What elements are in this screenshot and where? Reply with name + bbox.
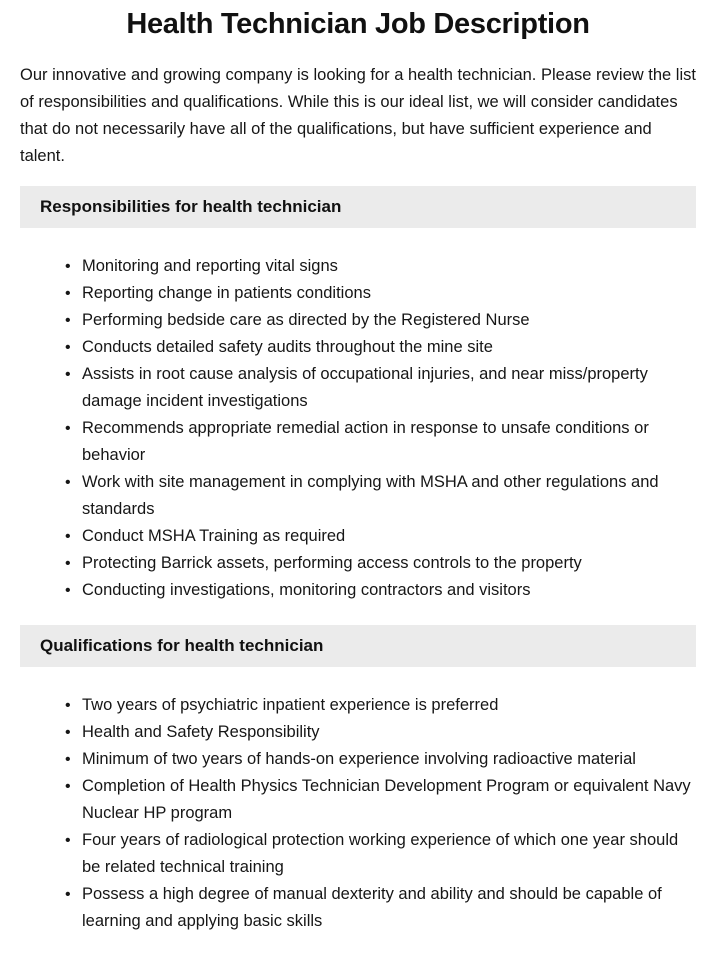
qualifications-list	[20, 692, 696, 935]
list-item: • Health and Safety Responsibility	[82, 719, 696, 746]
list-item: • Reporting change in patients conditions	[82, 280, 696, 307]
list-item: • Conduct MSHA Training as required	[82, 523, 696, 550]
responsibilities-section	[20, 186, 696, 604]
responsibilities-list	[20, 253, 696, 604]
list-item: • Four years of radiological protection working experience of which one year should be related technical training	[82, 827, 696, 881]
intro-paragraph: Our innovative and growing company is looking for a health technician. Please review the list of responsibilities and qualifications. While this is our ideal list, we will consider candidates that do not necessarily have all of the qualifications, but have sufficient experience and talent.	[20, 66, 696, 165]
list-item: • Recommends appropriate remedial action in response to unsafe conditions or behavior	[82, 415, 696, 469]
section-header-responsibilities	[20, 186, 696, 228]
list-item: • Possess a high degree of manual dexterity and ability and should be capable of learning and applying basic skills	[82, 881, 696, 935]
list-item: • Work with site management in complying with MSHA and other regulations and standards	[82, 469, 696, 523]
list-item: • Conducting investigations, monitoring contractors and visitors	[82, 577, 696, 604]
list-item: • Two years of psychiatric inpatient experience is preferred	[82, 692, 696, 719]
qualifications-section	[20, 625, 696, 935]
list-item: • Monitoring and reporting vital signs	[82, 253, 696, 280]
section-heading-responsibilities: Responsibilities for health technician	[40, 197, 342, 216]
section-header-qualifications	[20, 625, 696, 667]
list-item: • Minimum of two years of hands-on experience involving radioactive material	[82, 746, 696, 773]
list-item: • Assists in root cause analysis of occupational injuries, and near miss/property damage incident investigations	[82, 361, 696, 415]
list-item: • Performing bedside care as directed by the Registered Nurse	[82, 307, 696, 334]
page-title: Health Technician Job Description	[126, 8, 590, 40]
list-item: • Completion of Health Physics Technician Development Program or equivalent Navy Nuclear HP program	[82, 773, 696, 827]
list-item: • Conducts detailed safety audits throughout the mine site	[82, 334, 696, 361]
section-heading-qualifications: Qualifications for health technician	[40, 636, 324, 655]
list-item: • Protecting Barrick assets, performing access controls to the property	[82, 550, 696, 577]
